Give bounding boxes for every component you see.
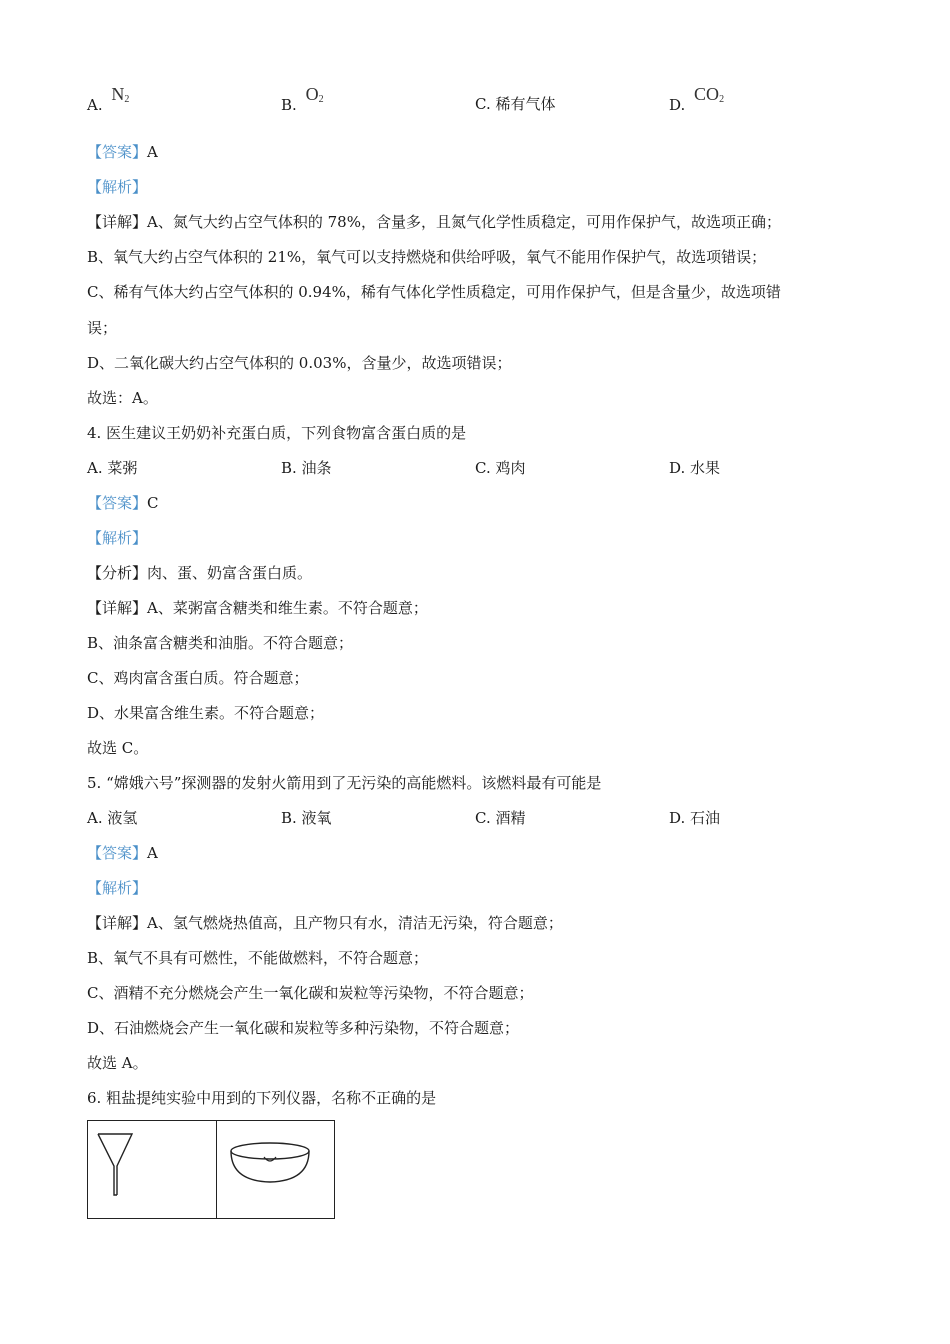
- q4-conclusion: 故选 C。: [87, 739, 149, 757]
- q5-detail-line: C、酒精不充分燃烧会产生一氧化碳和炭粒等污染物，不符合题意；: [87, 984, 534, 1002]
- option-letter: A.: [87, 96, 103, 114]
- answer-tag: 【答案】: [87, 143, 148, 161]
- option-letter: D.: [669, 96, 686, 114]
- q5-option-c: C. 酒精: [475, 809, 526, 827]
- q5-answer: [87, 843, 158, 863]
- formula-base: CO: [694, 84, 720, 104]
- option-letter: C.: [475, 95, 491, 113]
- q5-conclusion: 故选 A。: [87, 1054, 148, 1072]
- q3-answer: [87, 142, 158, 162]
- q4-option-d: D. 水果: [669, 459, 721, 477]
- q3-detail-line: D、二氧化碳大约占空气体积的 0.03%，含量少，故选项错误；: [87, 354, 512, 372]
- formula-subscript: 2: [318, 94, 324, 105]
- formula-n2: [111, 84, 129, 104]
- q3-option-a: [87, 84, 130, 120]
- answer-value: C: [147, 494, 159, 512]
- answer-value: A: [147, 143, 158, 161]
- q4-detail-line: 【详解】A、菜粥富含糖类和维生素。不符合题意；: [87, 599, 428, 617]
- q5-analysis-tag: 【解析】: [87, 879, 148, 897]
- evaporating-dish-icon: [217, 1121, 334, 1218]
- q4-analysis-tag: 【解析】: [87, 529, 148, 547]
- q3-option-b: [281, 84, 324, 120]
- q3-detail-line: B、氧气大约占空气体积的 21%，氧气可以支持燃烧和供给呼吸，氧气不能用作保护气，故选项错误；: [87, 248, 767, 266]
- q5-option-a: A. 液氢: [87, 809, 138, 827]
- q4-detail-line: D、水果富含维生素。不符合题意；: [87, 704, 325, 722]
- q3-detail-line: 误；: [87, 319, 118, 337]
- q4-option-b: B. 油条: [281, 459, 332, 477]
- apparatus-cell-dish: [217, 1121, 334, 1218]
- option-text: 稀有气体: [495, 95, 556, 113]
- q4-stem: 4. 医生建议王奶奶补充蛋白质，下列食物富含蛋白质的是: [87, 424, 467, 442]
- funnel-icon: [88, 1121, 216, 1218]
- answer-tag: 【答案】: [87, 494, 148, 512]
- formula-subscript: 2: [124, 94, 130, 105]
- formula-co2: [694, 84, 724, 104]
- q3-detail-line: C、稀有气体大约占空气体积的 0.94%，稀有气体化学性质稳定，可用作保护气，但是含量少，故选项错: [87, 283, 781, 301]
- q3-detail-line: 【详解】A、氮气大约占空气体积的 78%，含量多，且氮气化学性质稳定，可用作保护气，故选项正确；: [87, 213, 781, 231]
- q6-stem: 6. 粗盐提纯实验中用到的下列仪器，名称不正确的是: [87, 1089, 437, 1107]
- q5-option-d: D. 石油: [669, 809, 721, 827]
- q4-option-c: C. 鸡肉: [475, 459, 526, 477]
- q5-stem: 5. “嫦娥六号”探测器的发射火箭用到了无污染的高能燃料。该燃料最有可能是: [87, 774, 602, 792]
- q3-conclusion: 故选：A。: [87, 389, 158, 407]
- answer-tag: 【答案】: [87, 844, 148, 862]
- q5-detail-line: D、石油燃烧会产生一氧化碳和炭粒等多种污染物，不符合题意；: [87, 1019, 520, 1037]
- q5-detail-line: B、氧气不具有可燃性，不能做燃料，不符合题意；: [87, 949, 429, 967]
- q5-option-b: B. 液氧: [281, 809, 332, 827]
- q3-option-c: [475, 94, 556, 114]
- q4-option-a: A. 菜粥: [87, 459, 138, 477]
- formula-o2: [306, 84, 324, 104]
- option-letter: B.: [281, 96, 297, 114]
- q4-detail-line: C、鸡肉富含蛋白质。符合题意；: [87, 669, 309, 687]
- q5-detail-line: 【详解】A、氢气燃烧热值高，且产物只有水，清洁无污染，符合题意；: [87, 914, 563, 932]
- q3-option-d: [669, 84, 725, 120]
- formula-base: O: [305, 84, 319, 104]
- q4-detail-line: B、油条富含糖类和油脂。不符合题意；: [87, 634, 354, 652]
- q4-answer: [87, 493, 159, 513]
- q4-analysis-line: 【分析】肉、蛋、奶富含蛋白质。: [87, 564, 313, 582]
- apparatus-cell-funnel: [88, 1121, 217, 1218]
- answer-value: A: [147, 844, 158, 862]
- formula-subscript: 2: [719, 94, 725, 105]
- formula-base: N: [111, 84, 125, 104]
- apparatus-table: [87, 1120, 335, 1219]
- q3-analysis-tag: 【解析】: [87, 178, 148, 196]
